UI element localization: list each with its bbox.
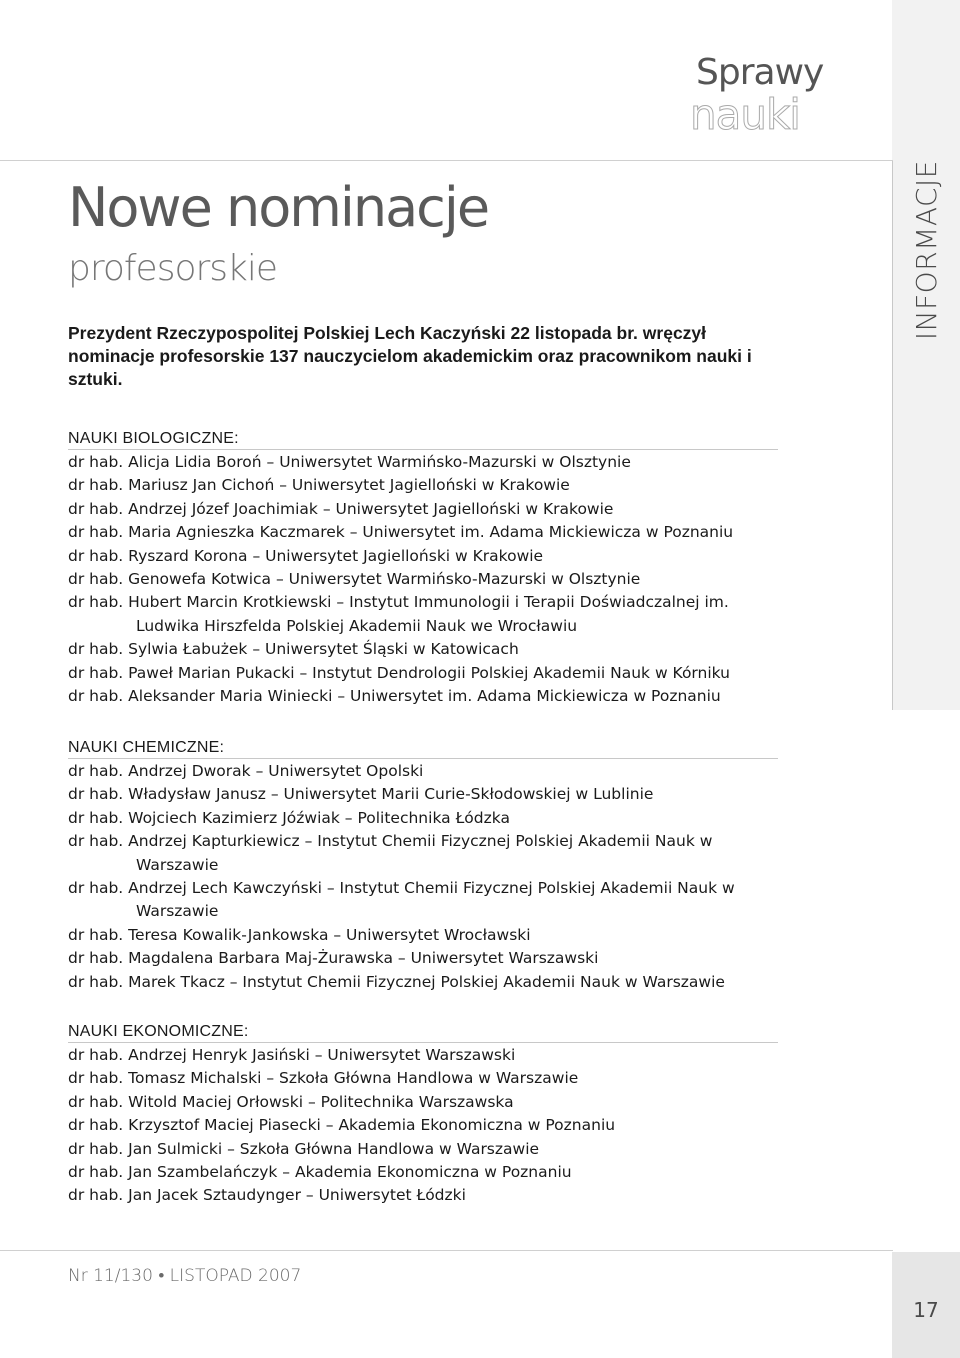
list-item: dr hab. Maria Agnieszka Kaczmarek – Uniwersytet im. Adama Mickiewicza w Poznaniu xyxy=(68,523,734,542)
list-item: dr hab. Marek Tkacz – Instytut Chemii Fizycznej Polskiej Akademii Nauk w Warszawie xyxy=(68,972,725,991)
list-item: dr hab. Alicja Lidia Boroń – Uniwersytet Warmińsko-Mazurski w Olsztynie xyxy=(68,453,631,471)
entries-economic xyxy=(68,1044,788,1208)
header-rule xyxy=(0,160,893,161)
list-item: dr hab. Magdalena Barbara Maj-Żurawska – Uniwersytet Warszawski xyxy=(68,949,599,968)
section-rule xyxy=(68,758,778,759)
section-rule xyxy=(68,1042,778,1043)
list-item: dr hab. Genowefa Kotwica – Uniwersytet Warmińsko-Mazurski w Olsztynie xyxy=(68,570,641,589)
lead-paragraph: Prezydent Rzeczypospolitej Polskiej Lech Kaczyński 22 listopada br. wręczył nominacje profesorskie 137 nauczycielom akademickim oraz pracownikom nauki i sztuki. xyxy=(68,323,752,389)
list-item: dr hab. Andrzej Józef Joachimiak – Uniwersytet Jagielloński w Krakowie xyxy=(68,499,614,518)
list-item: dr hab. Aleksander Maria Winiecki – Uniwersytet im. Adama Mickiewicza w Poznaniu xyxy=(68,687,721,706)
list-item: dr hab. Hubert Marcin Krotkiewski – Instytut Immunologii i Terapii Doświadczalnej im. Ludwika Hirszfelda Polskiej Akademii Nauk we Wrocławiu xyxy=(68,593,729,635)
section-label-text: INFORMACJE xyxy=(909,159,943,340)
list-item: dr hab. Paweł Marian Pukacki – Instytut Dendrologii Polskiej Akademii Nauk w Kórniku xyxy=(68,663,730,682)
list-item: dr hab. Tomasz Michalski – Szkoła Główna Handlowa w Warszawie xyxy=(68,1069,579,1088)
list-item: dr hab. Mariusz Jan Cichoń – Uniwersytet Jagielloński w Krakowie xyxy=(68,476,570,495)
logo-nauki: nauki xyxy=(690,90,800,139)
list-item: dr hab. Władysław Janusz – Uniwersytet Marii Curie-Skłodowskiej w Lublinie xyxy=(68,785,654,804)
list-item: dr hab. Jan Jacek Sztaudynger – Uniwersytet Łódzki xyxy=(68,1186,466,1205)
section-heading-biological: NAUKI BIOLOGICZNE: xyxy=(68,430,239,447)
list-item: dr hab. Ryszard Korona – Uniwersytet Jagielloński w Krakowie xyxy=(68,546,544,565)
list-item: dr hab. Jan Sulmicki – Szkoła Główna Handlowa w Warszawie xyxy=(68,1139,540,1158)
list-item: dr hab. Andrzej Henryk Jasiński – Uniwersytet Warszawski xyxy=(68,1046,516,1064)
list-item: dr hab. Wojciech Kazimierz Jóźwiak – Politechnika Łódzka xyxy=(68,808,510,827)
list-item: dr hab. Teresa Kowalik-Jankowska – Uniwersytet Wrocławski xyxy=(68,925,531,944)
list-item: dr hab. Jan Szambelańczyk – Akademia Ekonomiczna w Poznaniu xyxy=(68,1163,572,1182)
list-item: dr hab. Krzysztof Maciej Piasecki – Akademia Ekonomiczna w Poznaniu xyxy=(68,1116,616,1135)
list-item: dr hab. Andrzej Lech Kawczyński – Instytut Chemii Fizycznej Polskiej Akademii Nauk w Warszawie xyxy=(68,879,735,921)
list-item: dr hab. Sylwia Łabużek – Uniwersytet Śląski w Katowicach xyxy=(68,640,519,659)
list-item: dr hab. Witold Maciej Orłowski – Politechnika Warszawska xyxy=(68,1092,514,1111)
section-rule xyxy=(68,449,778,450)
section-heading-chemical: NAUKI CHEMICZNE: xyxy=(68,739,225,756)
section-heading-economic: NAUKI EKONOMICZNE: xyxy=(68,1023,249,1040)
page-number-box xyxy=(892,1252,960,1358)
page-subtitle: profesorskie xyxy=(68,248,278,289)
list-item: dr hab. Andrzej Dworak – Uniwersytet Opolski xyxy=(68,762,424,780)
magazine-logo xyxy=(668,52,828,142)
entries-biological xyxy=(68,451,788,708)
issue-info: Nr 11/130 • LISTOPAD 2007 xyxy=(68,1266,302,1286)
page-number: 17 xyxy=(913,1298,939,1322)
section-label xyxy=(892,160,960,340)
page-title: Nowe nominacje xyxy=(68,176,489,239)
sidebar-strip xyxy=(892,0,960,710)
list-item: dr hab. Andrzej Kapturkiewicz – Instytut Chemii Fizycznej Polskiej Akademii Nauk w Warszawie xyxy=(68,832,713,874)
logo-sprawy: Sprawy xyxy=(696,52,824,93)
footer-rule xyxy=(0,1250,893,1251)
entries-chemical xyxy=(68,760,788,994)
